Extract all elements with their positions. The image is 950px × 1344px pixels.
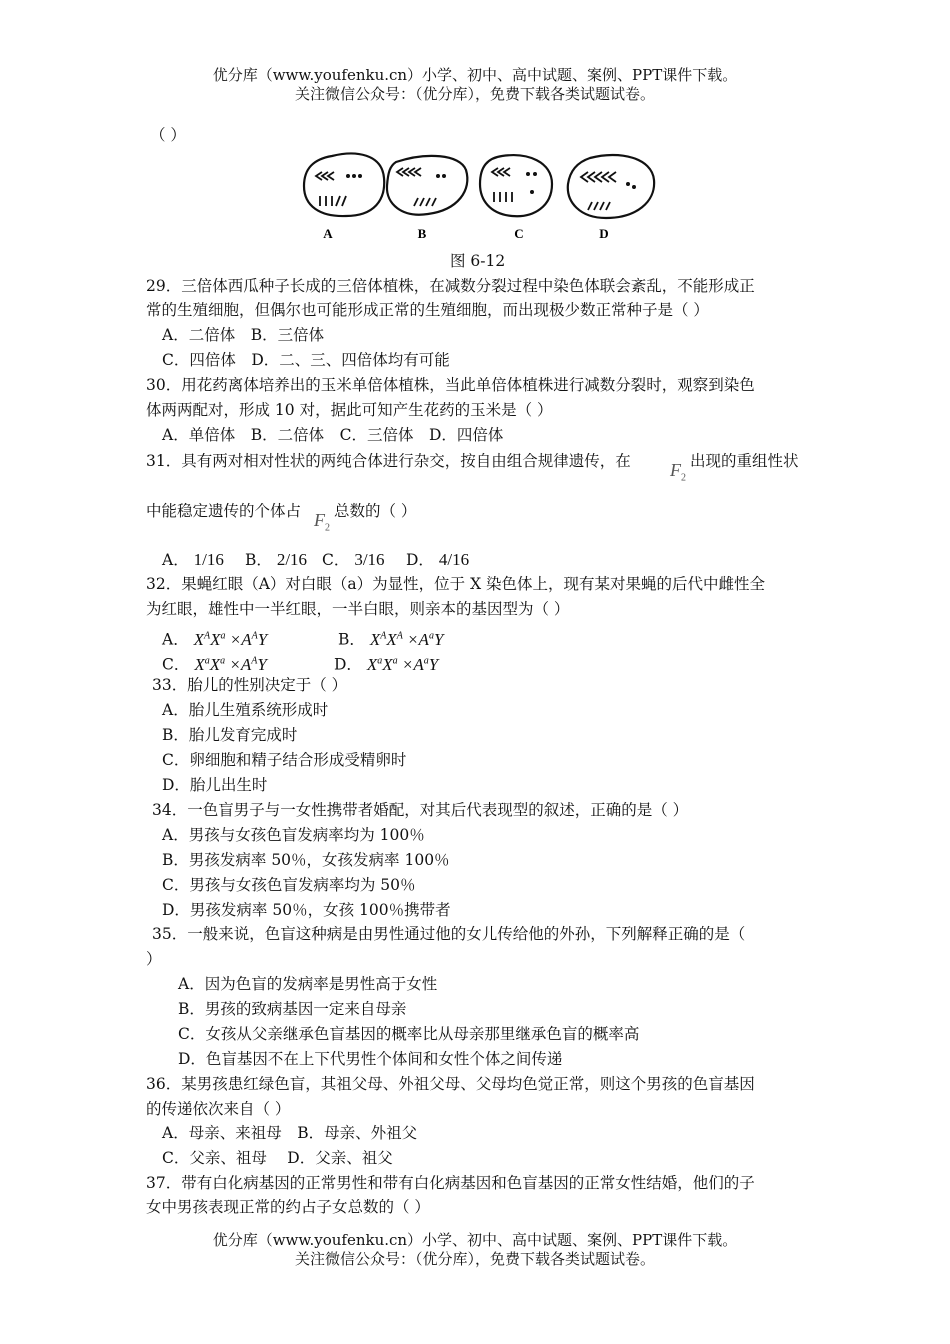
q36-options-cd: C．父亲、祖母 D．父亲、祖父 bbox=[162, 1149, 393, 1167]
q32-line-2: 为红眼，雄性中一半红眼，一半白眼，则亲本的基因型为（ ） bbox=[146, 600, 570, 618]
q31-f2-letter-1: F bbox=[670, 460, 681, 480]
q32-option-a-label: A． bbox=[162, 630, 189, 649]
q37-line-2: 女中男孩表现正常的约占子女总数的（ ） bbox=[146, 1198, 430, 1216]
q34-option-a: A．男孩与女孩色盲发病率均为 100％ bbox=[162, 826, 425, 844]
q32-option-a bbox=[162, 625, 267, 651]
figure-6-12 bbox=[290, 140, 670, 250]
q31-option-c-label: C． bbox=[322, 551, 350, 569]
q32-option-c bbox=[162, 650, 267, 676]
q33-option-b: B．胎儿发育完成时 bbox=[162, 726, 298, 744]
q31-line-1a: 31．具有两对相对性状的两纯合体进行杂交，按自由组合规律遗传，在 bbox=[146, 452, 631, 470]
q32-option-d-formula: $X^aX^a \times A^aY$ bbox=[366, 654, 439, 674]
q31-f2-symbol-1 bbox=[670, 460, 686, 484]
q31-option-b-value: 2/16 bbox=[276, 550, 308, 569]
q36-options-ab: A．母亲、来祖母 B．母亲、外祖父 bbox=[162, 1124, 418, 1142]
cell-b-chromosomes bbox=[397, 168, 436, 206]
q31-option-c bbox=[322, 549, 385, 571]
q31-f2-subscript-2: 2 bbox=[325, 522, 330, 534]
q35-line-1: 35．一般来说，色盲这种病是由男性通过他的女儿传给他的外孙，下列解释正确的是（ bbox=[152, 925, 746, 943]
q31-line-2b: 总数的（ ） bbox=[334, 502, 417, 520]
cell-c-outline bbox=[480, 155, 552, 216]
q32-option-b-formula: $X^AX^A \times A^aY$ bbox=[369, 629, 444, 649]
q35-option-d: D．色盲基因不在上下代男性个体间和女性个体之间传递 bbox=[178, 1050, 563, 1068]
q34-option-b: B．男孩发病率 50％，女孩发病率 100％ bbox=[162, 851, 450, 869]
footer-line-1: 优分库（www.youfenku.cn）小学、初中、高中试题、案例、PPT课件下载。 bbox=[212, 1231, 738, 1249]
q28-paren: （ ） bbox=[150, 126, 186, 144]
q32-option-d bbox=[334, 650, 438, 676]
q31-option-d bbox=[406, 549, 469, 571]
q31-line-1b: 出现的重组性状 bbox=[690, 452, 799, 470]
q31-f2-symbol-2 bbox=[314, 510, 330, 534]
q30-line-1: 30．用花药离体培养出的玉米单倍体植株，当此单倍体植株进行减数分裂时，观察到染色 bbox=[146, 376, 755, 394]
q29-options-cd: C．四倍体 D．二、三、四倍体均有可能 bbox=[162, 351, 450, 369]
q32-line-1: 32．果蝇红眼（A）对白眼（a）为显性，位于 X 染色体上，现有某对果蝇的后代中雌性全 bbox=[146, 575, 766, 593]
q33-stem: 33．胎儿的性别决定于（ ） bbox=[152, 676, 348, 694]
figure-caption: 图 6-12 bbox=[450, 252, 506, 270]
q35-line-2: ） bbox=[146, 950, 162, 968]
q31-option-d-label: D． bbox=[406, 551, 434, 569]
q31-option-a-value: 1/16 bbox=[193, 550, 224, 569]
cell-a-chromosomes bbox=[316, 172, 346, 206]
q29-options-ab: A．二倍体 B．三倍体 bbox=[162, 326, 325, 344]
q30-line-2: 体两两配对，形成 10 对，据此可知产生花药的玉米是（ ） bbox=[146, 401, 553, 419]
q32-option-b-label: B． bbox=[338, 630, 365, 649]
cell-a-outline bbox=[304, 154, 384, 217]
q31-line-2a: 中能稳定遗传的个体占 bbox=[146, 502, 302, 520]
q36-line-2: 的传递依次来自（ ） bbox=[146, 1100, 291, 1118]
q34-option-d: D．男孩发病率 50％，女孩 100％携带者 bbox=[162, 901, 451, 919]
q31-f2-subscript-1: 2 bbox=[681, 472, 686, 484]
page-header bbox=[0, 66, 950, 104]
footer-line-2: 关注微信公众号：（优分库），免费下载各类试题试卷。 bbox=[294, 1250, 655, 1268]
figure-label-a: A bbox=[323, 226, 333, 241]
q31-option-c-value: 3/16 bbox=[354, 550, 385, 569]
q29-line-1: 29．三倍体西瓜种子长成的三倍体植株，在减数分裂过程中染色体联会紊乱，不能形成正 bbox=[146, 277, 755, 295]
q32-option-b bbox=[338, 625, 443, 651]
header-line-1: 优分库（www.youfenku.cn）小学、初中、高中试题、案例、PPT课件下载。 bbox=[212, 66, 738, 84]
q31-option-a-label: A． bbox=[162, 551, 189, 569]
q31-f2-letter-2: F bbox=[314, 510, 325, 530]
q31-option-a bbox=[162, 549, 224, 571]
q36-line-1: 36．某男孩患红绿色盲，其祖父母、外祖父母、父母均色觉正常，则这个男孩的色盲基因 bbox=[146, 1075, 755, 1093]
page-footer bbox=[0, 1231, 950, 1269]
q31-option-b bbox=[245, 549, 307, 571]
cell-d-outline bbox=[568, 155, 654, 218]
header-line-2: 关注微信公众号：（优分库），免费下载各类试题试卷。 bbox=[294, 85, 655, 103]
q35-option-c: C．女孩从父亲继承色盲基因的概率比从母亲那里继承色盲的概率高 bbox=[178, 1025, 640, 1043]
q33-option-d: D．胎儿出生时 bbox=[162, 776, 268, 794]
figure-label-d: D bbox=[599, 226, 609, 241]
cell-d-chromosomes bbox=[581, 172, 616, 210]
q31-option-d-value: 4/16 bbox=[438, 550, 470, 569]
cell-b-outline bbox=[387, 156, 467, 215]
q33-option-a: A．胎儿生殖系统形成时 bbox=[162, 701, 329, 719]
q32-option-d-label: D． bbox=[334, 655, 362, 674]
cell-c-chromosomes bbox=[492, 168, 512, 202]
q31-option-b-label: B． bbox=[245, 551, 272, 569]
q32-option-c-label: C． bbox=[162, 655, 190, 674]
q32-option-c-formula: $X^aX^a \times A^AY$ bbox=[194, 654, 267, 674]
figure-label-c: C bbox=[514, 226, 524, 241]
q35-option-a: A．因为色盲的发病率是男性高于女性 bbox=[178, 975, 438, 993]
q35-option-b: B．男孩的致病基因一定来自母亲 bbox=[178, 1000, 407, 1018]
q30-options: A．单倍体 B．二倍体 C．三倍体 D．四倍体 bbox=[162, 426, 504, 444]
q32-option-a-formula: $X^AX^a \times A^AY$ bbox=[193, 629, 268, 649]
q33-option-c: C．卵细胞和精子结合形成受精卵时 bbox=[162, 751, 407, 769]
q34-option-c: C．男孩与女孩色盲发病率均为 50％ bbox=[162, 876, 416, 894]
q37-line-1: 37．带有白化病基因的正常男性和带有白化病基因和色盲基因的正常女性结婚，他们的子 bbox=[146, 1174, 755, 1192]
figure-label-b: B bbox=[417, 226, 427, 241]
q29-line-2: 常的生殖细胞，但偶尔也可能形成正常的生殖细胞，而出现极少数正常种子是（ ） bbox=[146, 301, 709, 319]
q34-stem: 34．一色盲男子与一女性携带者婚配，对其后代表现型的叙述，正确的是（ ） bbox=[152, 801, 689, 819]
